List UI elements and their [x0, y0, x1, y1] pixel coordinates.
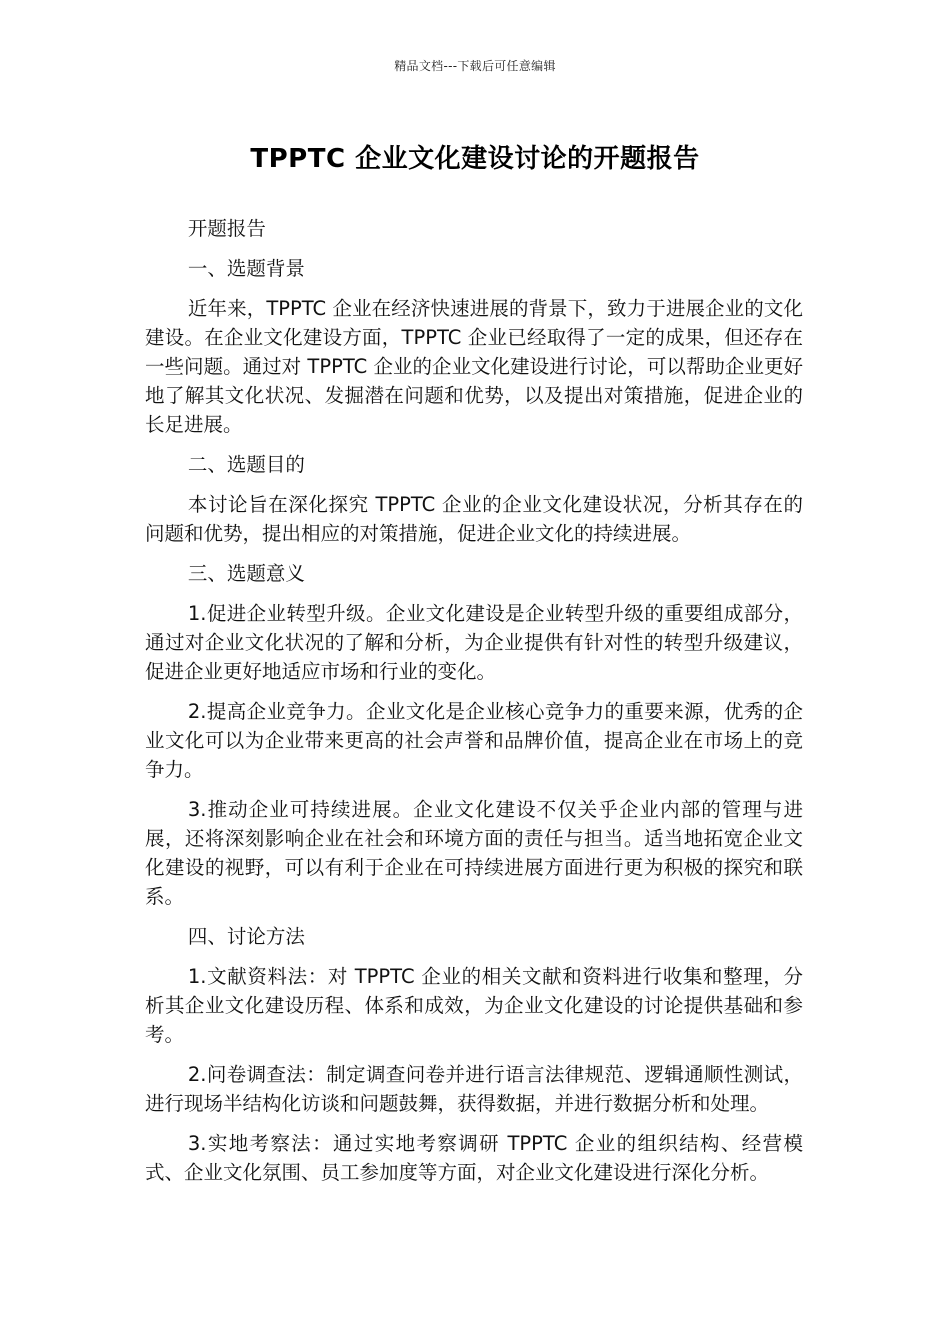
page-header: 精品文档---下载后可任意编辑	[394, 59, 556, 73]
paragraph-method-1: 1.文献资料法：对 TPPTC 企业的相关文献和资料进行收集和整理，分析其企业文化建设历程、体系和成效，为企业文化建设的讨论提供基础和参考。	[145, 965, 803, 1046]
document-title: TPPTC 企业文化建设讨论的开题报告	[250, 144, 700, 174]
paragraph-significance-1: 1.促进企业转型升级。企业文化建设是企业转型升级的重要组成部分，通过对企业文化状况的了解和分析，为企业提供有针对性的转型升级建议，促进企业更好地适应市场和行业的变化。	[145, 602, 803, 683]
paragraph-significance-2: 2.提高企业竞争力。企业文化是企业核心竞争力的重要来源，优秀的企业文化可以为企业带来更高的社会声誉和品牌价值，提高企业在市场上的竞争力。	[145, 700, 803, 781]
paragraph-method-3: 3.实地考察法：通过实地考察调研 TPPTC 企业的组织结构、经营模式、企业文化氛围、员工参加度等方面，对企业文化建设进行深化分析。	[145, 1132, 803, 1184]
paragraph-significance-3: 3.推动企业可持续进展。企业文化建设不仅关乎企业内部的管理与进展，还将深刻影响企业在社会和环境方面的责任与担当。适当地拓宽企业文化建设的视野，可以有利于企业在可持续进展方面进行更为积极的探究和联系。	[145, 798, 803, 908]
document-body	[145, 214, 803, 1198]
section-heading-methods: 四、讨论方法	[187, 925, 305, 948]
section-heading-purpose: 二、选题目的	[187, 453, 305, 476]
section-label-report: 开题报告	[187, 217, 266, 240]
paragraph-method-2: 2.问卷调查法：制定调查问卷并进行语言法律规范、逻辑通顺性测试，进行现场半结构化访谈和问题鼓舞，获得数据，并进行数据分析和处理。	[145, 1063, 803, 1115]
section-heading-significance: 三、选题意义	[187, 562, 305, 585]
paragraph-background: 近年来，TPPTC 企业在经济快速进展的背景下，致力于进展企业的文化建设。在企业文化建设方面，TPPTC 企业已经取得了一定的成果，但还存在一些问题。通过对 TPPTC 企业的企业文化建设进行讨论，可以帮助企业更好地了解其文化状况、发掘潜在问题和优势，以及提出对策措施，促进企业的长足进展。	[145, 297, 803, 436]
section-heading-background: 一、选题背景	[187, 257, 305, 280]
paragraph-purpose: 本讨论旨在深化探究 TPPTC 企业的企业文化建设状况，分析其存在的问题和优势，提出相应的对策措施，促进企业文化的持续进展。	[145, 493, 803, 545]
